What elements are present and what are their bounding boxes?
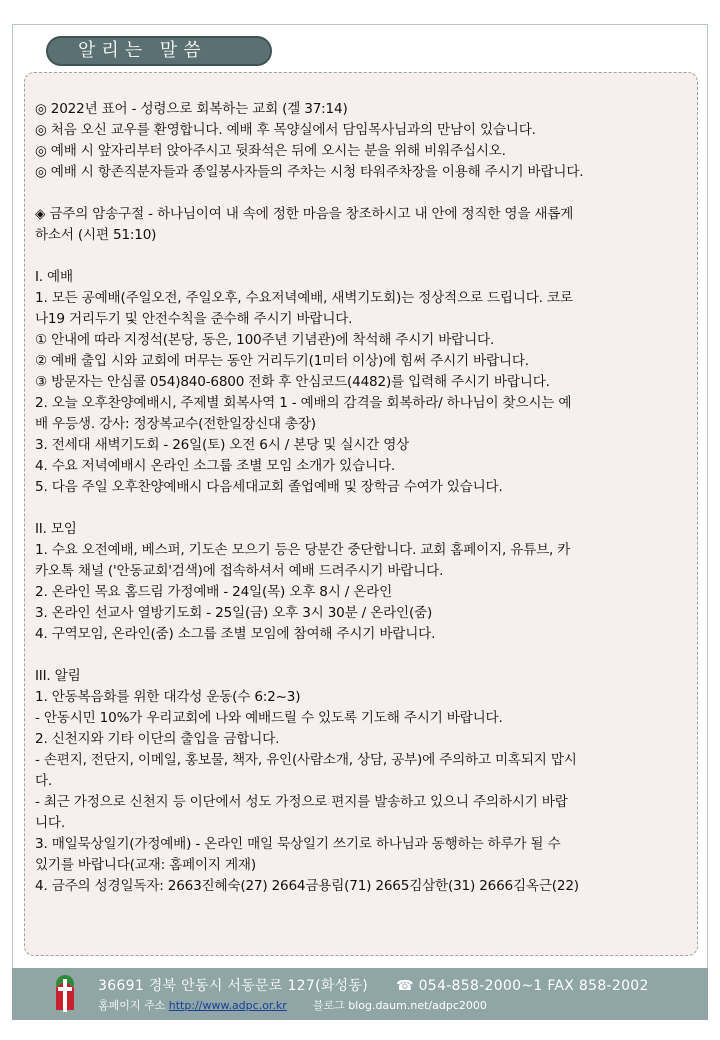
notice-line: 1. 수요 오전예배, 베스퍼, 기도손 모으기 등은 당분간 중단합니다. 교회 홈페이지, 유튜브, 카: [35, 542, 571, 558]
notice-line: 1. 모든 공예배(주일오전, 주일오후, 수요저녁예배, 새벽기도회)는 정상적으로 드립니다. 코로: [35, 290, 573, 306]
notice-line: 3. 온라인 선교사 열방기도회 - 25일(금) 오후 3시 30분 / 온라인(줌): [35, 605, 433, 621]
blank-line: [35, 183, 687, 204]
blank-line: [35, 645, 687, 666]
notice-line: 다.: [35, 773, 53, 789]
notice-line: ◈ 금주의 암송구절 - 하나님이여 내 속에 정한 마음을 창조하시고 내 안에 정직한 영을 새롭게: [35, 206, 574, 222]
blog-address: 블로그 blog.daum.net/adpc2000: [312, 999, 487, 1012]
notice-line: 니다.: [35, 815, 65, 831]
notice-box: [24, 72, 698, 956]
notice-line: 5. 다음 주일 오후찬양예배시 다음세대교회 졸업예배 및 장학금 수여가 있습니다.: [35, 479, 503, 495]
notice-line: 3. 전세대 새벽기도회 - 26일(토) 오전 6시 / 본당 및 실시간 영상: [35, 437, 410, 453]
notice-line: ◎ 처음 오신 교우를 환영합니다. 예배 후 목양실에서 담임목사님과의 만남이 있습니다.: [35, 122, 536, 138]
notice-line: 2. 오늘 오후찬양예배시, 주제별 회복사역 1 - 예배의 감격을 회복하라/ 하나님이 찾으시는 예: [35, 395, 572, 411]
notice-line: - 최근 가정으로 신천지 등 이단에서 성도 가정으로 편지를 발송하고 있으니 주의하시기 바랍: [35, 794, 568, 810]
notice-line: - 손편지, 전단지, 이메일, 홍보물, 책자, 유인(사람소개, 상담, 공부)에 주의하고 미혹되지 맙시: [35, 752, 577, 768]
notice-line: ◎ 예배 시 항존직분자들과 종일봉사자들의 주차는 시청 타워주차장을 이용해 주시기 바랍니다.: [35, 164, 584, 180]
notice-line: 4. 금주의 성경일독자: 2663진혜숙(27) 2664금용림(71) 2665김삼한(31) 2666김옥근(22): [35, 878, 579, 894]
notice-line: 4. 수요 저녁예배시 온라인 소그룹 조별 모임 소개가 있습니다.: [35, 458, 396, 474]
notice-line: 4. 구역모임, 온라인(줌) 소그룹 조별 모임에 참여해 주시기 바랍니다.: [35, 626, 436, 642]
homepage-label: 홈페이지 주소: [98, 999, 166, 1012]
notice-line: 3. 매일묵상일기(가정예배) - 온라인 매일 묵상일기 쓰기로 하나님과 동행하는 하루가 될 수: [35, 836, 561, 852]
notice-line: ② 예배 출입 시와 교회에 머무는 동안 거리두기(1미터 이상)에 힘써 주시기 바랍니다.: [35, 353, 529, 369]
notice-line: 배 우등생. 강사: 정장복교수(전한일장신대 총장): [35, 416, 316, 432]
notice-line: 2. 신천지와 기타 이단의 출입을 금합니다.: [35, 731, 280, 747]
footer-links: [98, 997, 487, 1013]
notice-line: 1. 안동복음화를 위한 대각성 운동(수 6:2~3): [35, 689, 301, 705]
church-logo-icon: [52, 974, 78, 1014]
notice-line: ③ 방문자는 안심콜 054)840-6800 전화 후 안심코드(4482)를 입력해 주시기 바랍니다.: [35, 374, 550, 390]
notice-line: ◎ 2022년 표어 - 성령으로 회복하는 교회 (겔 37:14): [35, 101, 348, 117]
notice-line: ◎ 예배 시 앞자리부터 앉아주시고 뒷좌석은 뒤에 오시는 분을 위해 비워주십시오.: [35, 143, 506, 159]
notice-line: III. 알림: [35, 668, 81, 684]
notice-line: II. 모임: [35, 521, 77, 537]
footer-phone: ☎ 054-858-2000~1 FAX 858-2002: [396, 978, 649, 994]
footer-address-line: [98, 975, 649, 995]
footer-address: 36691 경북 안동시 서동문로 127(화성동): [98, 978, 369, 994]
blank-line: [35, 246, 687, 267]
notice-line: 카오톡 채널 ('안동교회'검색)에 접속하셔서 예배 드려주시기 바랍니다.: [35, 563, 444, 579]
blank-line: [35, 498, 687, 519]
notice-line: 하소서 (시편 51:10): [35, 227, 157, 243]
notice-line: 있기를 바랍니다(교재: 홈페이지 게재): [35, 857, 256, 873]
notice-line: I. 예배: [35, 269, 73, 285]
notice-line: - 안동시민 10%가 우리교회에 나와 예배드릴 수 있도록 기도해 주시기 바랍니다.: [35, 710, 503, 726]
notice-line: 나19 거리두기 및 안전수칙을 준수해 주시기 바랍니다.: [35, 311, 353, 327]
notice-line: 2. 온라인 목요 홈드림 가정예배 - 24일(목) 오후 8시 / 온라인: [35, 584, 393, 600]
homepage-link[interactable]: http://www.adpc.or.kr: [168, 999, 287, 1012]
notice-line: ① 안내에 따라 지정석(본당, 동은, 100주년 기념관)에 착석해 주시기 바랍니다.: [35, 332, 495, 348]
footer: [12, 968, 708, 1020]
section-title: 알리는 말씀: [46, 36, 272, 66]
